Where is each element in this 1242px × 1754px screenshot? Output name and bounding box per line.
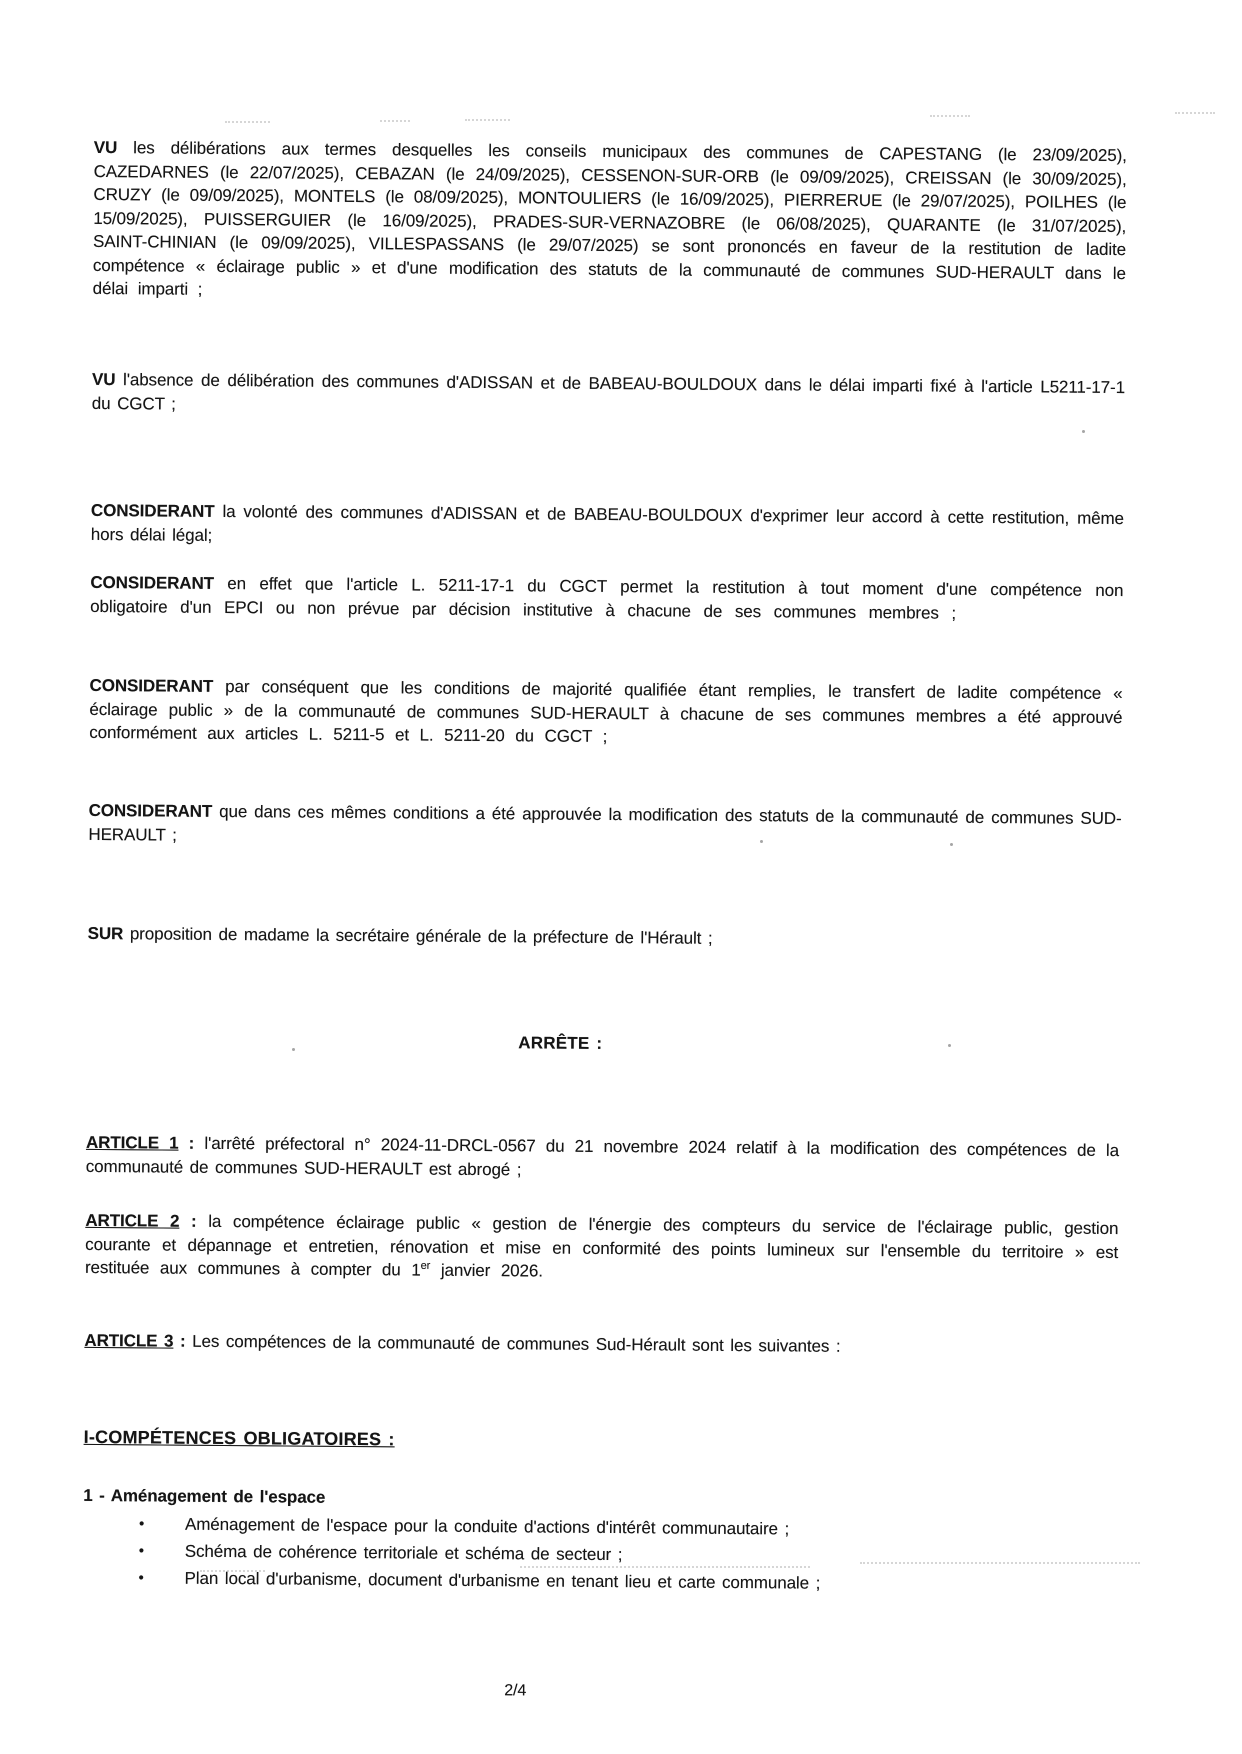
paragraph-vu-deliberations — [93, 136, 1127, 309]
lead-word-considerant: CONSIDERANT — [89, 675, 214, 696]
article-3-colon: : — [173, 1331, 186, 1351]
paragraph-text: janvier 2026. — [430, 1260, 543, 1281]
bullet-item: • Schéma de cohérence territoriale et schéma de secteur ; — [185, 1538, 1116, 1572]
paragraph-text: les délibérations aux termes desquelles les conseils municipaux des communes de CAPESTANG (le 23/09/2025), CAZEDARNES (le 22/07/2025), CEBAZAN (le 24/09/2025), CESSENON-SUR-ORB (le 09/09/2025), CREISSAN (le 30/09/2025), CRUZY (le 09/09/2025), MONTELS (le 08/09/2025), MONTOULIERS (le 16/09/2025), PIERRERUE (le 29/07/2025), POILHES (le 15/09/2025), PUISSERGUIER (le 16/09/2025), PRADES-SUR-VERNAZOBRE (le 06/08/2025), QUARANTE (le 31/07/2025), SAINT-CHINIAN (le 09/09/2025), VILLESPASSANS (le 29/07/2025) se sont prononcés en faveur de la restitution de ladite compétence « éclairage public » et d'une modification des statuts de la communauté de communes SUD-HERAULT dans le délai imparti ; — [92, 138, 1127, 299]
lead-word-vu: VU — [91, 369, 116, 390]
ordinal-superscript: er — [420, 1259, 431, 1272]
article-1-colon: : — [178, 1133, 195, 1153]
lead-word-vu: VU — [93, 137, 118, 158]
scan-speckle — [1175, 112, 1215, 114]
paragraph-text: la volonté des communes d'ADISSAN et de BABEAU-BOULDOUX d'exprimer leur accord à cette restitution, même hors délai légal; — [90, 501, 1125, 545]
document-text-block — [81, 0, 1128, 1754]
lead-word-considerant: CONSIDERANT — [90, 572, 215, 593]
paragraph-article-2 — [85, 1209, 1119, 1288]
lead-word-considerant: CONSIDERANT — [88, 800, 213, 821]
bullet-item: • Aménagement de l'espace pour la conduite d'actions d'intérêt communautaire ; — [185, 1511, 1116, 1545]
article-1-label: ARTICLE 1 — [85, 1132, 179, 1153]
competences-bullet-list — [82, 1510, 1116, 1599]
paragraph-considerant-majorite — [89, 674, 1123, 753]
article-2-colon: : — [179, 1211, 197, 1231]
article-3-label: ARTICLE 3 — [84, 1330, 174, 1351]
paragraph-considerant-statuts — [88, 799, 1121, 854]
paragraph-sur-proposition — [88, 922, 1121, 954]
paragraph-article-1 — [86, 1131, 1119, 1186]
paragraph-vu-absence — [92, 368, 1125, 423]
paragraph-text: en effet que l'article L. 5211-17-1 du CGCT permet la restitution à tout moment d'une compétence non obligatoire d'un EPCI ou non prévue par décision institutive à chacune de ses communes membres ; — [90, 573, 1124, 623]
paragraph-text: proposition de madame la secrétaire générale de la préfecture de l'Hérault ; — [123, 924, 713, 948]
paragraph-text: Les compétences de la communauté de communes Sud-Hérault sont les suivantes : — [185, 1331, 841, 1356]
paragraph-text: l'absence de délibération des communes d'ADISSAN et de BABEAU-BOULDOUX dans le délai imparti fixé à l'article L5211-17-1 du CGCT ; — [91, 370, 1126, 414]
lead-word-considerant: CONSIDERANT — [90, 500, 215, 521]
paragraph-text: que dans ces mêmes conditions a été approuvée la modification des statuts de la communauté de communes SUD-HERAULT ; — [88, 801, 1122, 845]
paragraph-article-3 — [84, 1329, 1117, 1361]
arrete-heading: ARRÊTE : — [518, 1033, 603, 1053]
article-2-label: ARTICLE 2 — [85, 1210, 180, 1231]
paragraph-considerant-volonte — [91, 499, 1124, 554]
paragraph-text: la compétence éclairage public « gestion de l'énergie des compteurs du service de l'éclairage public, gestion courante et dépannage et entretien, rénovation et mise en conformité des points lumineux sur l'ensemble du territoire » est restituée aux communes à compter du 1 — [84, 1211, 1119, 1280]
bullet-item: • Plan local d'urbanisme, document d'urbanisme en tenant lieu et carte communale ; — [184, 1565, 1115, 1599]
subsection-title-amenagement: 1 - Aménagement de l'espace — [83, 1485, 326, 1507]
paragraph-considerant-article — [90, 571, 1123, 626]
section-heading-competences-obligatoires: I-COMPÉTENCES OBLIGATOIRES : — [83, 1426, 395, 1450]
page-number: 2/4 — [504, 1682, 527, 1700]
lead-word-sur: SUR — [87, 923, 124, 944]
paragraph-text: par conséquent que les conditions de majorité qualifiée étant remplies, le transfert de ladite compétence « éclairage public » de la communauté de communes SUD-HERAULT à chacune de ses communes membres a été approuvé conformément aux articles L. 5211-5 et L. 5211-20 du CGCT ; — [89, 676, 1123, 746]
paragraph-text: l'arrêté préfectoral n° 2024-11-DRCL-0567 du 21 novembre 2024 relatif à la modification des compétences de la communauté de communes SUD-HERAULT est abrogé ; — [85, 1133, 1120, 1179]
